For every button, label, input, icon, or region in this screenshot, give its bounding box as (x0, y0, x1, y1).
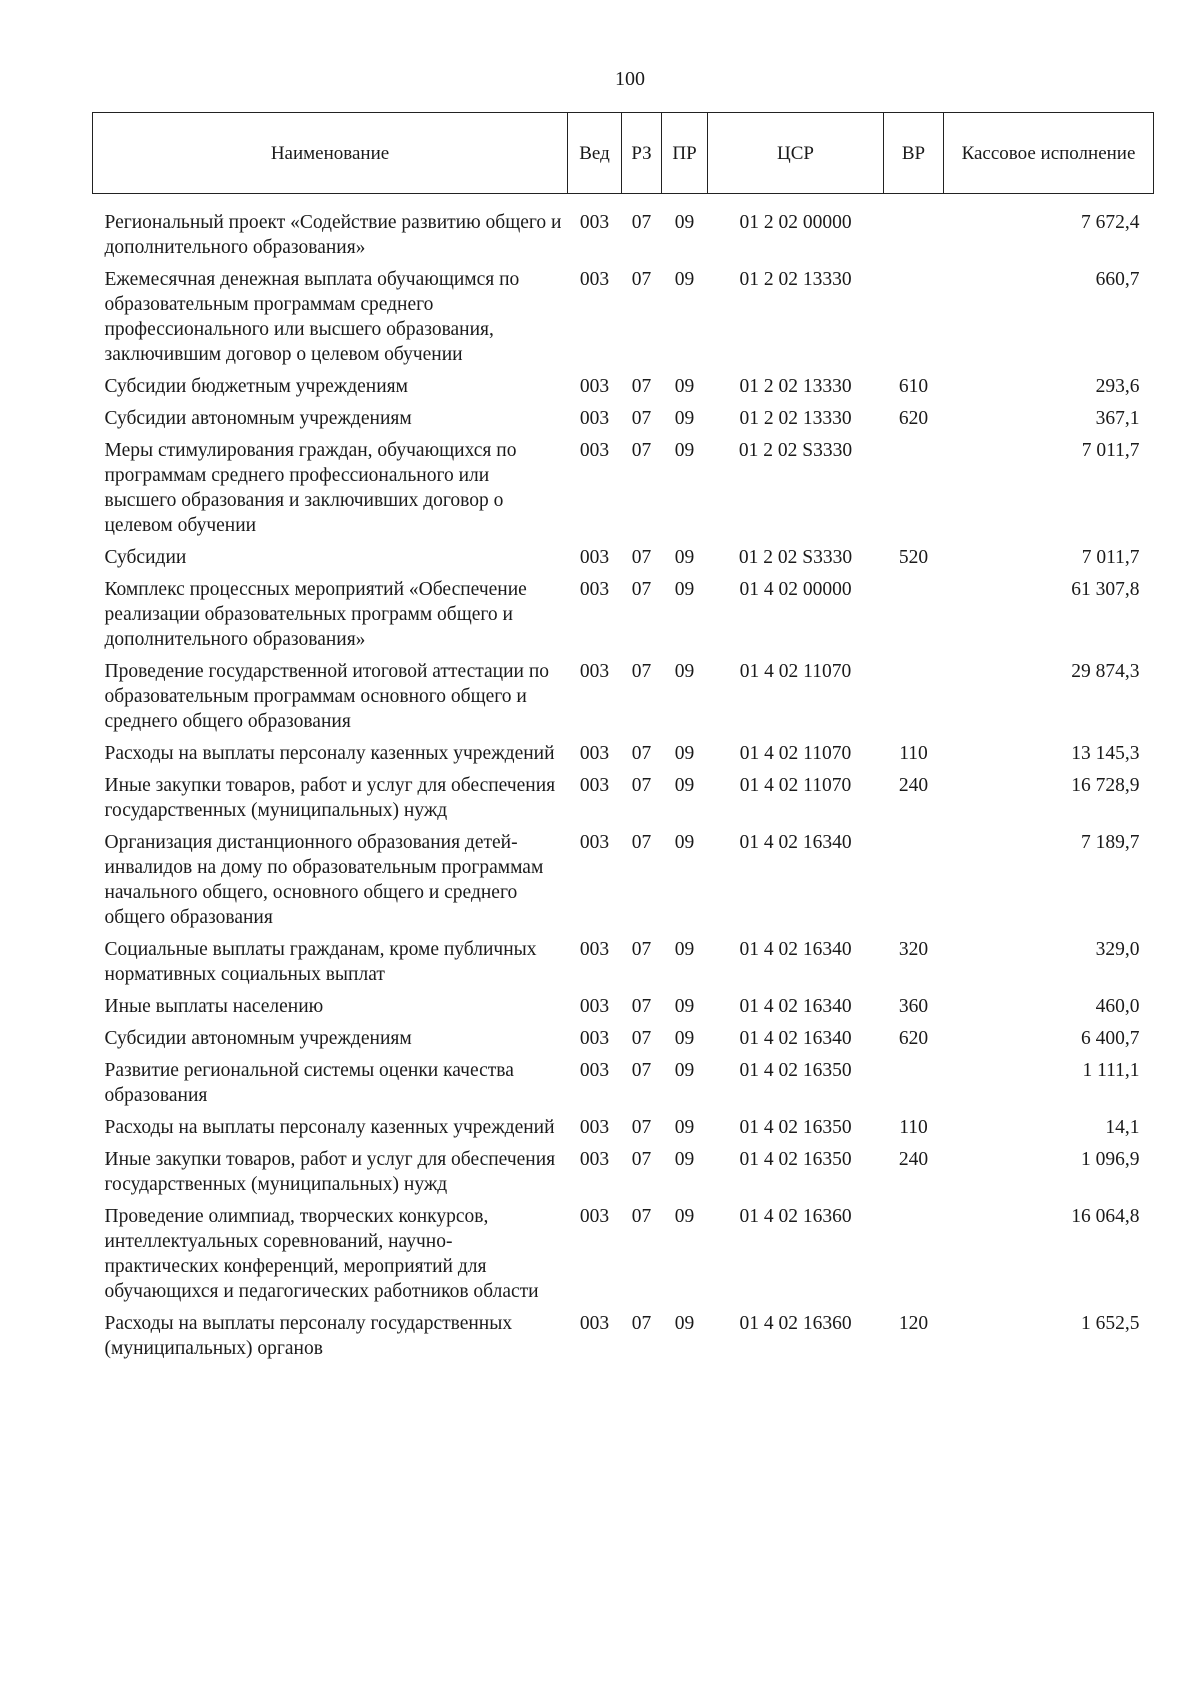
table-row (93, 1023, 1154, 1055)
row-name: Меры стимулирования граждан, обучающихся по программам среднего профессионального или высшего образования и заключивших договор о целевом обучении (104, 440, 517, 536)
table-row (93, 435, 1154, 542)
table-row (93, 1112, 1154, 1144)
row-name: Иные закупки товаров, работ и услуг для обеспечения государственных (муниципальных) нужд (104, 775, 556, 821)
row-csr: 01 4 02 16350 (739, 1117, 852, 1138)
row-name: Иные выплаты населению (104, 996, 324, 1017)
row-name: Комплекс процессных мероприятий «Обеспечение реализации образовательных программ общего и дополнительного образования» (104, 579, 527, 650)
header-ved: Вед (568, 113, 622, 194)
row-rz: 07 (631, 661, 652, 682)
row-csr: 01 4 02 16350 (739, 1060, 852, 1081)
row-name: Субсидии бюджетным учреждениям (104, 376, 408, 397)
row-name: Организация дистанционного образования детей-инвалидов на дому по образовательным программам начального общего, основного общего и среднего общего образования (104, 832, 544, 928)
table-row (93, 738, 1154, 770)
row-name: Проведение олимпиад, творческих конкурсов, интеллектуальных соревнований, научно-практических конференций, мероприятий для обучающихся и педагогических работников области (104, 1206, 539, 1302)
row-rz: 07 (631, 1149, 652, 1170)
row-amount: 61 307,8 (1071, 579, 1140, 600)
row-vr: 610 (898, 376, 929, 397)
row-amount: 7 672,4 (1081, 212, 1140, 233)
row-csr: 01 4 02 16340 (739, 939, 852, 960)
row-amount: 367,1 (1095, 408, 1140, 429)
header-csr: ЦСР (708, 113, 884, 194)
row-rz: 07 (631, 775, 652, 796)
row-ved: 003 (579, 1149, 610, 1170)
row-rz: 07 (631, 743, 652, 764)
row-name: Субсидии автономным учреждениям (104, 1028, 412, 1049)
row-name: Иные закупки товаров, работ и услуг для обеспечения государственных (муниципальных) нужд (104, 1149, 556, 1195)
row-name: Региональный проект «Содействие развитию общего и дополнительного образования» (104, 212, 562, 258)
row-rz: 07 (631, 376, 652, 397)
row-pr: 09 (674, 440, 695, 461)
row-amount: 7 011,7 (1081, 547, 1140, 568)
header-pr: ПР (662, 113, 708, 194)
row-ved: 003 (579, 212, 610, 233)
row-ved: 003 (579, 661, 610, 682)
table-row (93, 264, 1154, 371)
row-ved: 003 (579, 269, 610, 290)
row-vr (884, 435, 944, 542)
row-vr: 620 (898, 1028, 929, 1049)
row-ved: 003 (579, 1117, 610, 1138)
row-amount: 329,0 (1095, 939, 1140, 960)
row-rz: 07 (631, 939, 652, 960)
row-name: Ежемесячная денежная выплата обучающимся по образовательным программам среднего профессионального или высшего образования, заключившим договор о целевом обучении (104, 269, 520, 365)
table-row (93, 1201, 1154, 1308)
row-pr: 09 (674, 408, 695, 429)
row-ved: 003 (579, 376, 610, 397)
row-vr: 620 (898, 408, 929, 429)
header-amount: Кассовое исполнение (944, 113, 1154, 194)
table-row (93, 991, 1154, 1023)
row-rz: 07 (631, 547, 652, 568)
row-rz: 07 (631, 1117, 652, 1138)
row-pr: 09 (674, 661, 695, 682)
table-row (93, 542, 1154, 574)
row-vr: 110 (899, 1117, 928, 1138)
row-pr: 09 (674, 1149, 695, 1170)
row-name: Субсидии (104, 547, 187, 568)
row-pr: 09 (674, 212, 695, 233)
table-row (93, 194, 1154, 265)
row-rz: 07 (631, 832, 652, 853)
row-pr: 09 (674, 939, 695, 960)
header-rz: РЗ (622, 113, 662, 194)
row-csr: 01 4 02 00000 (739, 579, 852, 600)
row-vr: 520 (898, 547, 929, 568)
row-amount: 7 189,7 (1081, 832, 1140, 853)
row-pr: 09 (674, 1313, 695, 1334)
row-amount: 293,6 (1095, 376, 1140, 397)
row-pr: 09 (674, 832, 695, 853)
page-number: 100 (615, 68, 645, 90)
table-row (93, 1055, 1154, 1112)
row-ved: 003 (579, 408, 610, 429)
row-ved: 003 (579, 743, 610, 764)
row-amount: 6 400,7 (1081, 1028, 1140, 1049)
row-pr: 09 (674, 743, 695, 764)
row-amount: 16 728,9 (1071, 775, 1140, 796)
row-vr: 320 (898, 939, 929, 960)
table-row (93, 403, 1154, 435)
row-ved: 003 (579, 579, 610, 600)
row-csr: 01 4 02 11070 (739, 661, 852, 682)
row-ved: 003 (579, 1206, 610, 1227)
row-name: Субсидии автономным учреждениям (104, 408, 412, 429)
row-csr: 01 2 02 13330 (739, 269, 852, 290)
row-vr (884, 827, 944, 934)
row-csr: 01 2 02 S3330 (738, 440, 853, 461)
row-pr: 09 (674, 996, 695, 1017)
row-rz: 07 (631, 212, 652, 233)
row-amount: 7 011,7 (1081, 440, 1140, 461)
row-csr: 01 4 02 16340 (739, 832, 852, 853)
row-rz: 07 (631, 996, 652, 1017)
table-header-row (93, 113, 1154, 194)
row-vr (884, 264, 944, 371)
row-ved: 003 (579, 1060, 610, 1081)
row-vr (884, 194, 944, 265)
row-amount: 1 111,1 (1082, 1060, 1140, 1081)
row-ved: 003 (579, 1028, 610, 1049)
row-ved: 003 (579, 832, 610, 853)
row-amount: 29 874,3 (1071, 661, 1140, 682)
row-pr: 09 (674, 579, 695, 600)
row-csr: 01 4 02 11070 (739, 775, 852, 796)
row-ved: 003 (579, 440, 610, 461)
row-vr: 240 (898, 775, 929, 796)
row-pr: 09 (674, 1028, 695, 1049)
row-rz: 07 (631, 1313, 652, 1334)
row-vr: 120 (898, 1313, 929, 1334)
row-rz: 07 (631, 579, 652, 600)
row-rz: 07 (631, 1028, 652, 1049)
row-vr: 110 (899, 743, 928, 764)
row-name: Проведение государственной итоговой аттестации по образовательным программам основного общего и среднего общего образования (104, 661, 550, 732)
row-name: Расходы на выплаты персоналу казенных учреждений (104, 1117, 555, 1138)
row-rz: 07 (631, 408, 652, 429)
row-pr: 09 (674, 1060, 695, 1081)
row-pr: 09 (674, 269, 695, 290)
row-rz: 07 (631, 1060, 652, 1081)
row-csr: 01 2 02 00000 (739, 212, 852, 233)
row-amount: 1 652,5 (1081, 1313, 1140, 1334)
row-rz: 07 (631, 269, 652, 290)
row-ved: 003 (579, 547, 610, 568)
row-ved: 003 (579, 775, 610, 796)
row-amount: 14,1 (1105, 1117, 1140, 1138)
row-vr (884, 1201, 944, 1308)
row-pr: 09 (674, 1206, 695, 1227)
table-row (93, 371, 1154, 403)
row-csr: 01 2 02 S3330 (738, 547, 853, 568)
row-csr: 01 2 02 13330 (739, 408, 852, 429)
row-pr: 09 (674, 547, 695, 568)
row-name: Социальные выплаты гражданам, кроме публичных нормативных социальных выплат (104, 939, 537, 985)
table-row (93, 574, 1154, 656)
row-pr: 09 (674, 376, 695, 397)
budget-table (92, 112, 1154, 1365)
row-csr: 01 2 02 13330 (739, 376, 852, 397)
row-vr (884, 1055, 944, 1112)
row-pr: 09 (674, 1117, 695, 1138)
header-name: Наименование (93, 113, 568, 194)
table-row (93, 656, 1154, 738)
row-ved: 003 (579, 1313, 610, 1334)
row-vr: 240 (898, 1149, 929, 1170)
row-csr: 01 4 02 16360 (739, 1313, 852, 1334)
table-body (93, 194, 1154, 1366)
row-csr: 01 4 02 16360 (739, 1206, 852, 1227)
row-rz: 07 (631, 440, 652, 461)
row-pr: 09 (674, 775, 695, 796)
row-csr: 01 4 02 16340 (739, 996, 852, 1017)
table-row (93, 1308, 1154, 1365)
row-amount: 16 064,8 (1071, 1206, 1140, 1227)
table-row (93, 770, 1154, 827)
row-csr: 01 4 02 11070 (739, 743, 852, 764)
row-rz: 07 (631, 1206, 652, 1227)
row-amount: 13 145,3 (1071, 743, 1140, 764)
row-ved: 003 (579, 939, 610, 960)
row-name: Развитие региональной системы оценки качества образования (104, 1060, 514, 1106)
row-name: Расходы на выплаты персоналу государственных (муниципальных) органов (104, 1313, 513, 1359)
row-csr: 01 4 02 16350 (739, 1149, 852, 1170)
row-ved: 003 (579, 996, 610, 1017)
header-vr: ВР (884, 113, 944, 194)
row-vr (884, 574, 944, 656)
row-amount: 660,7 (1095, 269, 1140, 290)
row-csr: 01 4 02 16340 (739, 1028, 852, 1049)
table-row (93, 1144, 1154, 1201)
row-vr (884, 656, 944, 738)
table-row (93, 934, 1154, 991)
row-name: Расходы на выплаты персоналу казенных учреждений (104, 743, 555, 764)
row-amount: 1 096,9 (1081, 1149, 1140, 1170)
table-row (93, 827, 1154, 934)
row-amount: 460,0 (1095, 996, 1140, 1017)
row-vr: 360 (898, 996, 929, 1017)
